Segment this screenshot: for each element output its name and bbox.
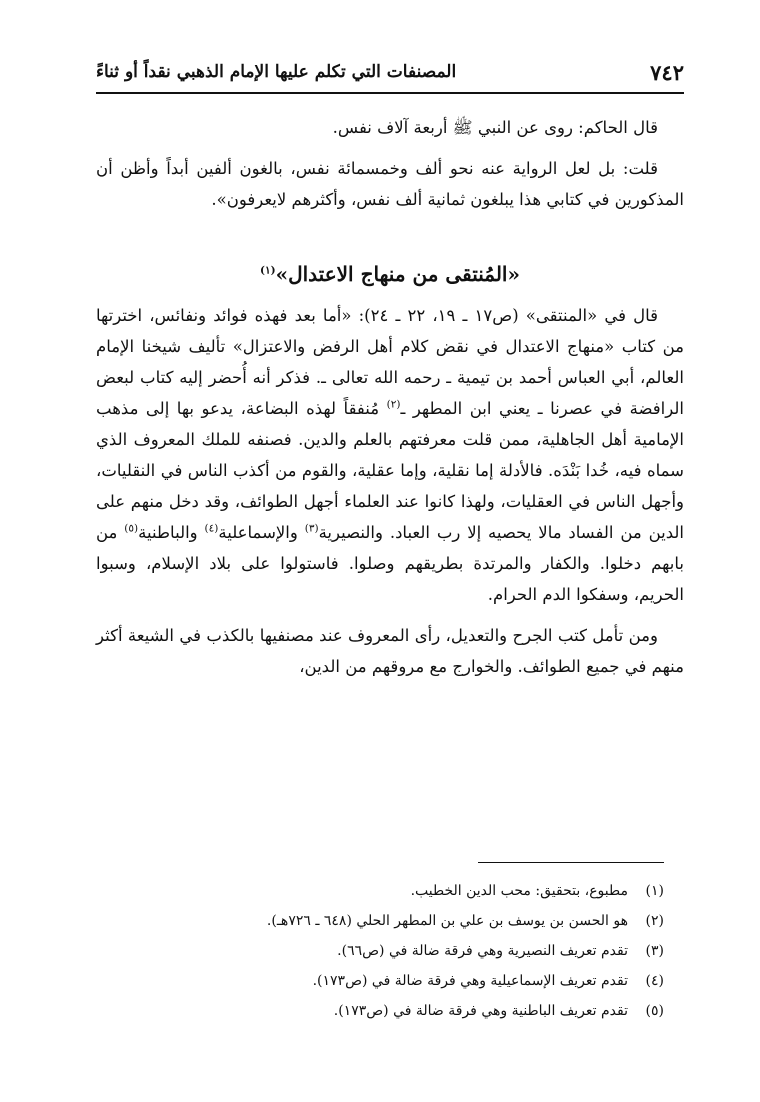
paragraph-muntaqa-part-c: والإسماعلية xyxy=(218,523,305,542)
footnote-item xyxy=(76,966,664,996)
footnote-ref-2: (٢) xyxy=(386,398,401,411)
footnote-ref-1: (١) xyxy=(260,264,276,277)
page-number: ٧٤٢ xyxy=(650,60,684,85)
footnote-number: (٢) xyxy=(645,913,664,929)
paragraph-jarh-tadil: ومن تأمل كتب الجرح والتعديل، رأى المعروف عند مصنفيها بالكذب في الشيعة أكثر منهم في جميع الطوائف. والخوارج مع مروقهم من الدين، xyxy=(96,626,684,676)
paragraph-muntaqa-part-a: قال في «المنتقى» (ص١٧ ـ ١٩، ٢٢ ـ ٢٤): «أما بعد فهذه فوائد ونفائس، اخترتها من كتاب «منهاج الاعتدال في نقض كلام أهل الرفض والاعتزال» تأليف شيخنا الإمام العالم، أبي العباس أحمد بن تيمية ـ رحمه الله تعالى ـ. فذكر أنه أُحضر إليه كتاب لبعض الرافضة في عصرنا ـ يعني ابن المطهر ـ xyxy=(96,306,684,418)
footnote-item xyxy=(76,876,664,906)
page-header xyxy=(96,58,684,94)
section-title-text: «المُنتقى من منهاج الاعتدال» xyxy=(275,262,520,286)
paragraph-muntaqa xyxy=(96,300,684,610)
footnote-text: مطبوع، بتحقيق: محب الدين الخطيب. xyxy=(410,883,628,899)
footnote-divider xyxy=(478,862,664,863)
paragraph-muntaqa-part-b: مُنفقاً لهذه البضاعة، يدعو بها إلى مذهب الإمامية أهل الجاهلية، ممن قلت معرفتهم بالعلم والدين. فصنفه للملك المعروف الذي سماه فيه، خُدا بَنْدَه. فالأدلة إما نقلية، وإما عقلية، والقوم من أكذب الناس في النقليات، وأجهل الناس في العقليات، ولهذا كانوا عند العلماء أجهل الطوائف، وقد دخل منهم على الدين من الفساد مالا يحصيه إلا رب العباد. والنصيرية xyxy=(96,399,684,542)
running-title: المصنفات التي تكلم عليها الإمام الذهبي نقداً أو ثناءً xyxy=(96,62,457,82)
footnote-number: (٤) xyxy=(645,973,664,989)
footnote-item xyxy=(76,906,664,936)
footnote-ref-3: (٣) xyxy=(304,522,319,535)
footnote-text: تقدم تعريف الإسماعيلية وهي فرقة ضالة في (ص١٧٣). xyxy=(312,973,628,989)
footnote-text: تقدم تعريف الباطنية وهي فرقة ضالة في (ص١٧٣). xyxy=(333,1003,628,1019)
paragraph-qultu: قلت: بل لعل الرواية عنه نحو ألف وخمسمائة نفس، بالغون ألفين أبداً وأظن أن المذكورين في كتابي هذا يبلغون ثمانية ألف نفس، وأكثرهم لايعرفون». xyxy=(96,159,684,209)
paragraph-muntaqa-part-e: من بابهم دخلوا. والكفار والمرتدة بطريقهم وصلوا. فاستولوا على بلاد الإسلام، وسبوا الحريم، وسفكوا الدم الحرام. xyxy=(96,523,684,604)
footnote-number: (٣) xyxy=(645,943,664,959)
footnote-item xyxy=(76,996,664,1026)
footnote-ref-4: (٤) xyxy=(204,522,219,535)
footnote-text: هو الحسن بن يوسف بن علي بن المطهر الحلي (٦٤٨ ـ ٧٢٦هـ). xyxy=(266,913,628,929)
section-title xyxy=(96,259,684,290)
paragraph-hakim-quote: قال الحاكم: روى عن النبي ﷺ أربعة آلاف نفس. xyxy=(332,118,658,137)
footnote-number: (١) xyxy=(645,883,664,899)
paragraph-muntaqa-part-d: والباطنية xyxy=(138,523,205,542)
footnotes xyxy=(76,876,664,1026)
footnote-number: (٥) xyxy=(645,1003,664,1019)
footnote-ref-5: (٥) xyxy=(124,522,139,535)
footnote-item xyxy=(76,936,664,966)
main-text xyxy=(96,112,684,682)
footnote-text: تقدم تعريف النصيرية وهي فرقة ضالة في (ص٦٦). xyxy=(337,943,628,959)
